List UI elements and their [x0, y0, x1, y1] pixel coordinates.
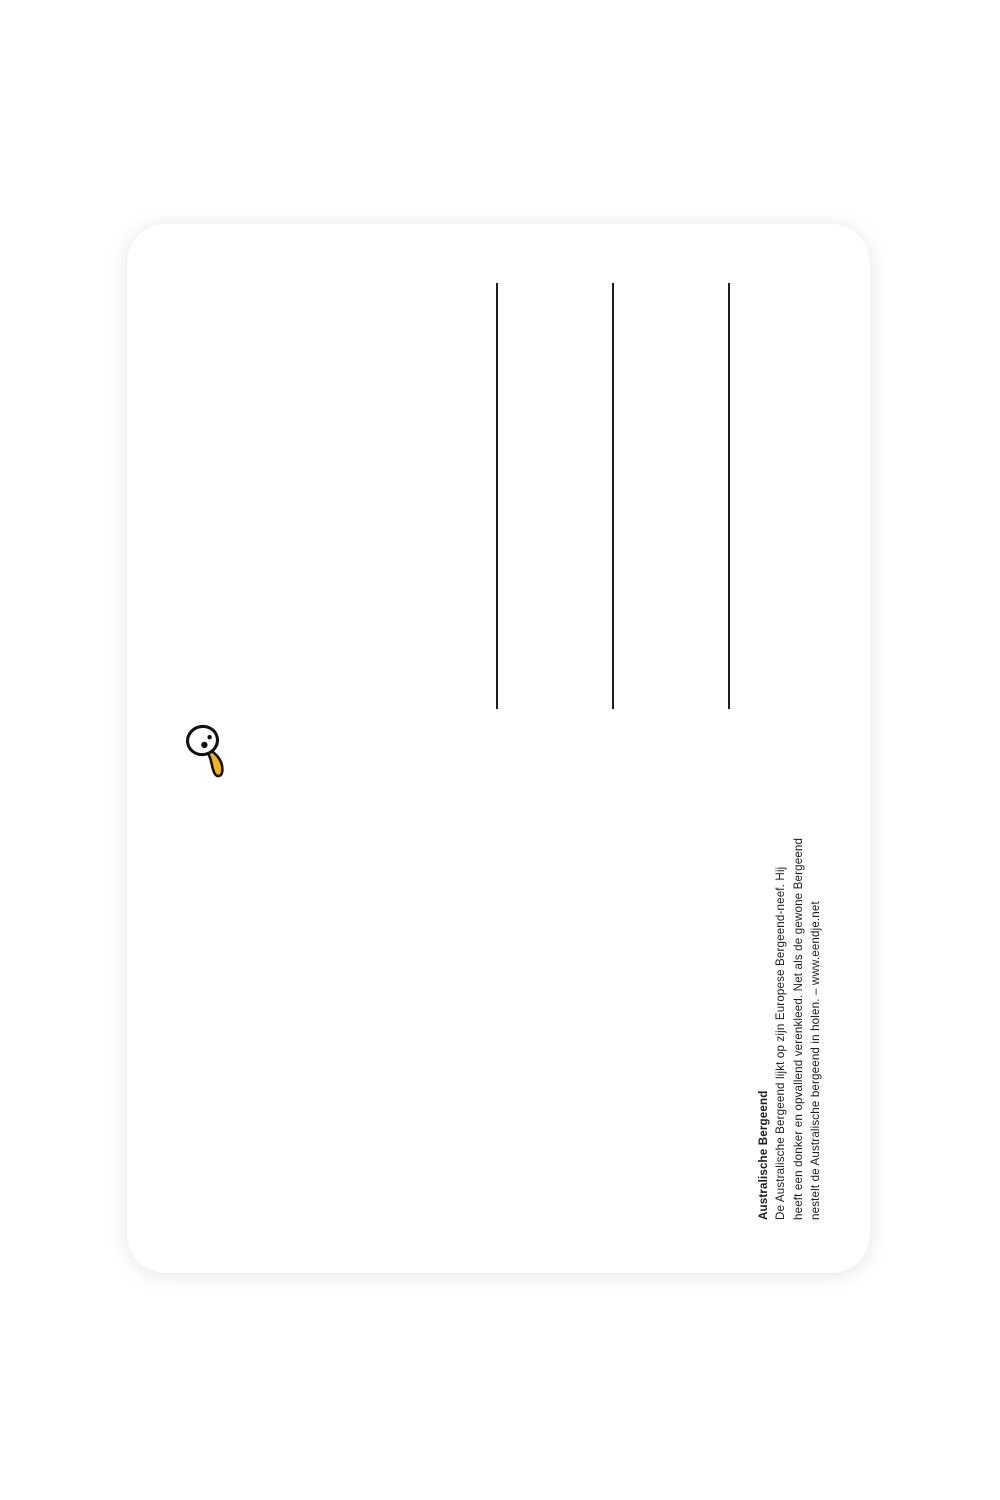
caption-body-line: nestelt de Australische bergeend in holen. – www.eendje.net — [809, 901, 823, 1220]
address-line — [612, 283, 614, 709]
caption-block — [755, 826, 825, 1220]
duck-head-icon — [185, 721, 229, 783]
caption-body-line: heeft een donker en opvallend verenkleed. Net als de gewone Bergeend — [791, 837, 805, 1220]
address-line — [496, 283, 498, 709]
postcard — [127, 224, 870, 1273]
address-line — [728, 283, 730, 709]
caption-body-line: De Australische Bergeend lijkt op zijn Europese Bergeend-neef. Hij — [774, 866, 788, 1220]
caption-title: Australische Bergeend — [757, 1090, 770, 1220]
